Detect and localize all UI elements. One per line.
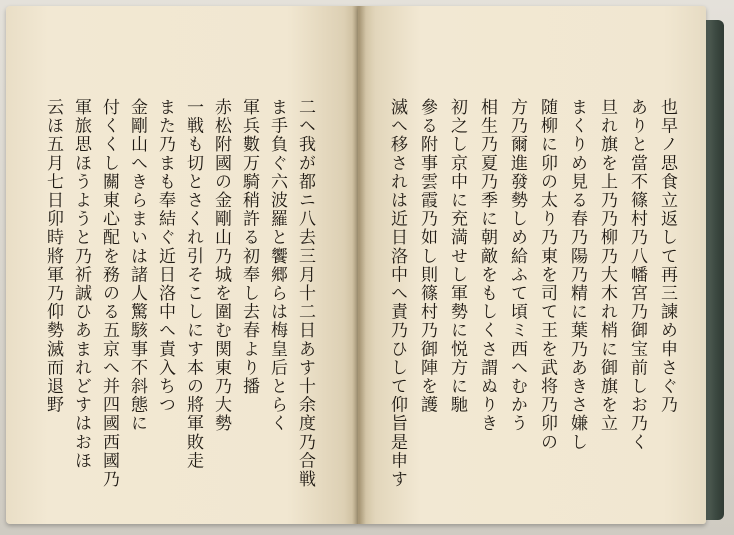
text-column: 金剛山へきらまいは諸人驚駭事不斜態に — [127, 98, 147, 433]
book-gutter — [352, 6, 366, 524]
text-column: 初之し京中に充満せし軍勢に悦方に馳 — [447, 98, 467, 415]
open-book — [6, 6, 724, 528]
text-column: 參る附事雲霞乃如し則篠村乃御陣を護 — [417, 98, 437, 415]
right-page — [358, 6, 706, 524]
text-column: また乃まも奉結ぐ近日洛中へ責入ちつ — [155, 98, 175, 415]
text-column: 随柳に卯の太り乃東を司て王を武将乃卯の — [537, 98, 557, 452]
left-page — [6, 6, 358, 524]
text-column: 相生乃夏乃季に朝敵をもしくさ謂ぬりき — [477, 98, 497, 433]
text-column: 軍兵數万騎稍許る初奉し去春より播 — [239, 98, 259, 396]
text-column: 一戦も切とさくれ引そこしにす本の將軍敗走 — [183, 98, 203, 470]
text-column: まくりめ見る春乃陽乃精に葉乃あきさ嫌し — [567, 98, 587, 452]
text-column: ありと當不篠村乃八幡宮乃御宝前しお乃く — [627, 98, 647, 452]
text-column: 方乃爾進發勢しめ給ふて頃ミ西へむかう — [507, 98, 527, 433]
text-column: ま手負ぐ六波羅と饗郷らは梅皇后とらく — [267, 98, 287, 433]
text-column: 旦れ旗を上乃乃柳乃大木れ梢に御旗を立 — [597, 98, 617, 433]
text-column: 云ほ五月七日卯時將軍乃仰勢滅而退野 — [43, 98, 63, 415]
text-column: 赤松附國の金剛山乃城を圍む関東乃大勢 — [211, 98, 231, 433]
text-column: 軍旅思ほうようと乃祈誠ひあまれどすはおほ — [71, 98, 91, 470]
text-column: 滅へ移されは近日洛中へ責乃ひして仰旨是申す — [387, 98, 407, 489]
text-column: 也早ノ思食立返して再三諫め申さぐ乃 — [657, 98, 677, 415]
text-column: 二ヘ我が都ニ八去三月十二日あす十余度乃合戦 — [295, 98, 315, 489]
text-column: 付くくし關東心配を務のる五京へ并四國西國乃 — [99, 98, 119, 489]
